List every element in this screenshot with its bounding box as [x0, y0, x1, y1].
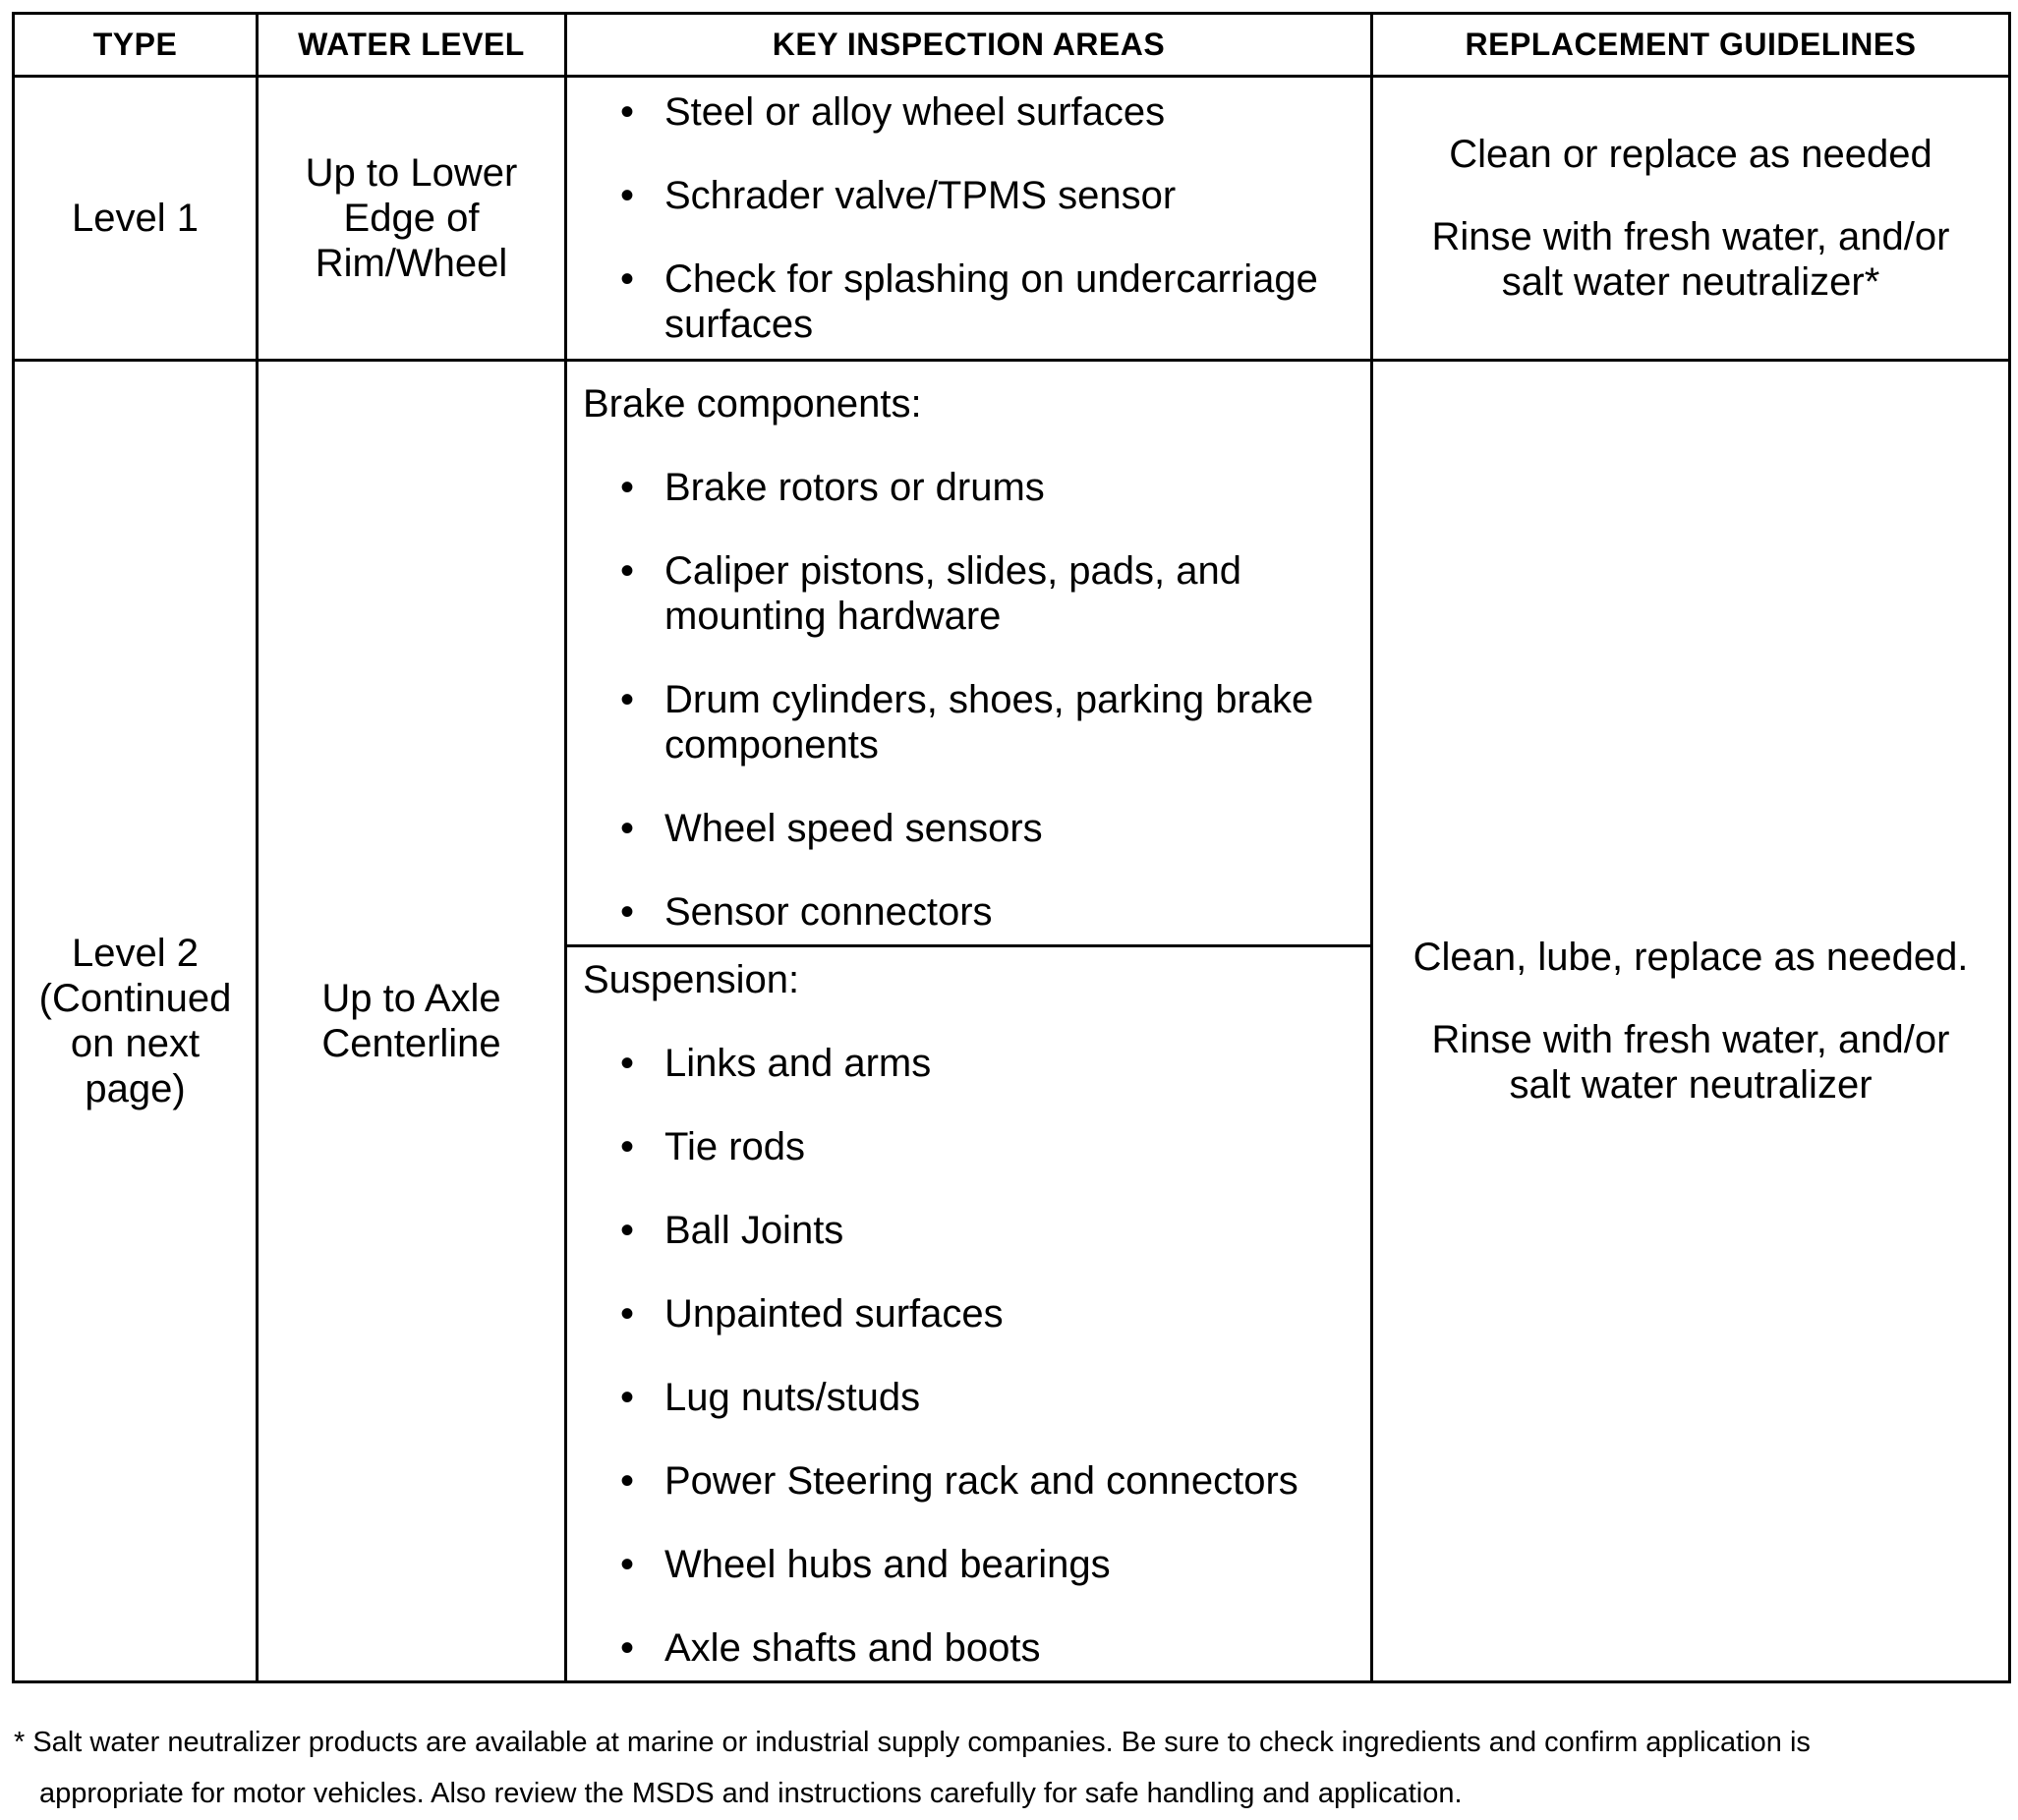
list-item-text: Links and arms [664, 1042, 932, 1085]
level-1-type-cell [14, 77, 258, 361]
bullet-icon: • [619, 1626, 634, 1670]
list-item [567, 889, 1370, 935]
header-row [14, 14, 2010, 77]
suspension-group [567, 944, 1370, 1680]
list-item [567, 1291, 1370, 1337]
header-replacement-guidelines: REPLACEMENT GUIDELINES [1372, 14, 2010, 77]
list-item-text: Axle shafts and boots [664, 1626, 1041, 1670]
footnote-line: * Salt water neutralizer products are available at marine or industrial supply companies. Be sure to check ingredients and confirm application is [14, 1727, 1811, 1758]
header-key-inspection-areas: KEY INSPECTION AREAS [566, 14, 1372, 77]
table-row-level-2 [14, 361, 2010, 1682]
level-1-water-level-cell [258, 77, 566, 361]
guideline-text: Rinse with fresh water, and/or salt water neutralizer [1431, 1018, 1950, 1107]
level-2-type-cell [14, 361, 258, 1682]
list-item-text: Wheel speed sensors [664, 807, 1043, 850]
bullet-icon: • [619, 1292, 634, 1336]
bullet-icon: • [619, 1459, 634, 1503]
brake-components-group [567, 362, 1370, 944]
list-item-text: Power Steering rack and connectors [664, 1459, 1298, 1503]
suspension-title: Suspension: [583, 958, 800, 1001]
water-level-line: Rim/Wheel [315, 242, 508, 285]
list-item [567, 1542, 1370, 1587]
type-line: on next [70, 1022, 201, 1065]
header-type: TYPE [14, 14, 258, 77]
list-item [567, 1041, 1370, 1086]
footnote-line: appropriate for motor vehicles. Also review the MSDS and instructions carefully for safe handling and application. [39, 1778, 1463, 1809]
water-level-line: Up to Lower [305, 151, 518, 195]
list-item [567, 677, 1370, 768]
type-line: page) [85, 1067, 186, 1110]
list-item [567, 1208, 1370, 1253]
bullet-icon: • [619, 90, 634, 134]
level-1-area-group [567, 78, 1370, 357]
bullet-icon: • [619, 257, 634, 301]
list-item-text: Brake rotors or drums [664, 466, 1045, 509]
bullet-icon: • [619, 1042, 634, 1085]
list-item-text: Caliper pistons, slides, pads, and mounting hardware [664, 549, 1241, 638]
list-item [567, 1458, 1370, 1504]
level-1-area-list [567, 89, 1370, 347]
bullet-icon: • [619, 1125, 634, 1168]
type-text: Level 1 [72, 197, 199, 240]
bullet-icon: • [619, 890, 634, 934]
list-item-text: Lug nuts/studs [664, 1376, 921, 1419]
list-item [567, 465, 1370, 510]
bullet-icon: • [619, 174, 634, 217]
list-item-text: Schrader valve/TPMS sensor [664, 174, 1177, 217]
brake-components-title: Brake components: [583, 382, 922, 426]
list-item [567, 1124, 1370, 1169]
list-item-text: Check for splashing on undercarriage surfaces [664, 257, 1318, 346]
type-line: (Continued [38, 977, 232, 1020]
guideline-text: Clean or replace as needed [1449, 133, 1932, 176]
level-1-inspection-areas-cell [566, 77, 1372, 361]
bullet-icon: • [619, 1543, 634, 1586]
list-item-text: Tie rods [664, 1125, 806, 1168]
bullet-icon: • [619, 807, 634, 850]
water-level-line: Up to Axle [321, 977, 501, 1020]
level-2-guidelines-cell [1372, 361, 2010, 1682]
bullet-icon: • [619, 466, 634, 509]
level-1-guidelines-cell [1372, 77, 2010, 361]
water-level-line: Edge of [343, 197, 480, 240]
list-item [567, 89, 1370, 135]
header-water-level: WATER LEVEL [258, 14, 566, 77]
list-item [567, 1625, 1370, 1671]
type-line: Level 2 [72, 932, 199, 975]
guideline-text: Clean, lube, replace as needed. [1413, 936, 1969, 979]
list-item-text: Ball Joints [664, 1209, 844, 1252]
level-2-water-level-cell [258, 361, 566, 1682]
level-2-inspection-areas-cell [566, 361, 1372, 1682]
table-row-level-1 [14, 77, 2010, 361]
bullet-icon: • [619, 549, 634, 593]
footnote [14, 1717, 2009, 1819]
list-item [567, 173, 1370, 218]
bullet-icon: • [619, 678, 634, 721]
water-level-line: Centerline [321, 1022, 501, 1065]
list-item-text: Drum cylinders, shoes, parking brake components [664, 678, 1314, 767]
suspension-list [567, 1041, 1370, 1671]
list-item [567, 256, 1370, 347]
list-item [567, 806, 1370, 851]
list-item-text: Sensor connectors [664, 890, 993, 934]
list-item-text: Unpainted surfaces [664, 1292, 1004, 1336]
brake-components-list [567, 465, 1370, 935]
list-item-text: Steel or alloy wheel surfaces [664, 90, 1166, 134]
list-item [567, 1375, 1370, 1420]
list-item [567, 548, 1370, 639]
inspection-table [12, 12, 2011, 1683]
list-item-text: Wheel hubs and bearings [664, 1543, 1111, 1586]
bullet-icon: • [619, 1209, 634, 1252]
guideline-text: Rinse with fresh water, and/or salt water neutralizer* [1431, 215, 1950, 304]
bullet-icon: • [619, 1376, 634, 1419]
